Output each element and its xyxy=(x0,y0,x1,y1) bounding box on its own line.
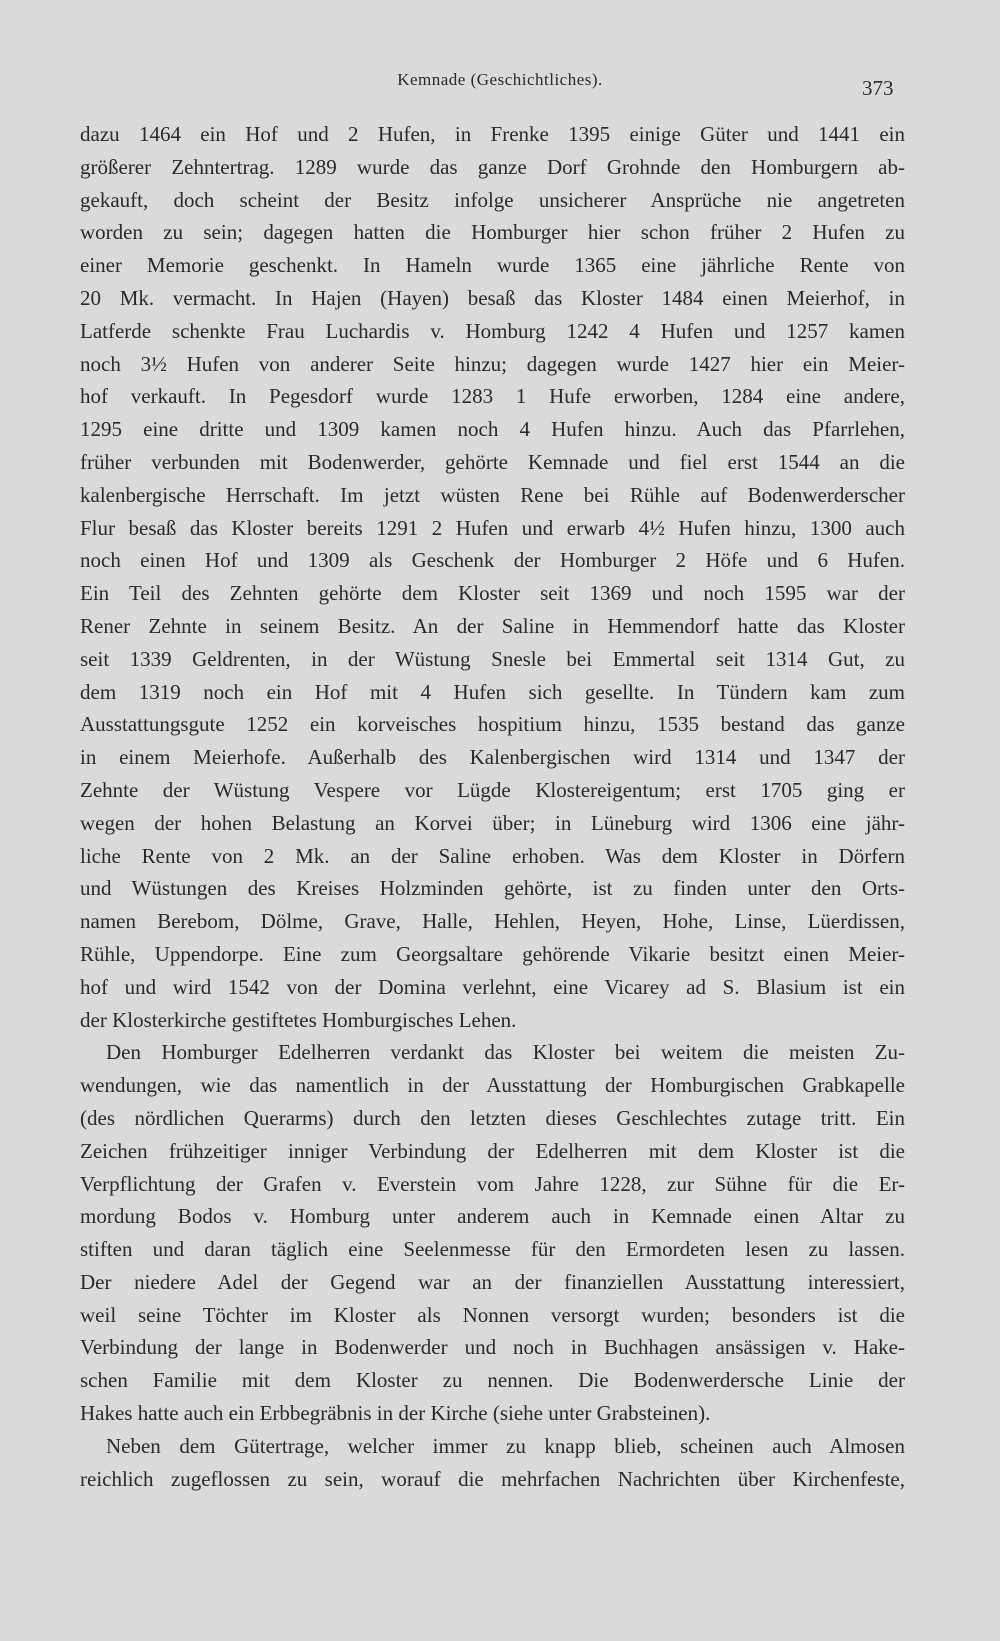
body-text xyxy=(80,118,905,1495)
text-line: und Wüstungen des Kreises Holzminden gehörte, ist zu finden unter den Orts- xyxy=(80,876,905,901)
text-line: Ausstattungsgute 1252 ein korveisches hospitium hinzu, 1535 bestand das ganze xyxy=(80,712,905,737)
paragraph-end-line: der Klosterkirche gestiftetes Homburgisches Lehen. xyxy=(80,1007,517,1032)
text-line: hof verkauft. In Pegesdorf wurde 1283 1 Hufe erworben, 1284 eine andere, xyxy=(80,384,905,409)
text-line: liche Rente von 2 Mk. an der Saline erhoben. Was dem Kloster in Dörfern xyxy=(80,843,905,868)
page-number: 373 xyxy=(862,76,894,100)
text-line: Verbindung der lange in Bodenwerder und noch in Buchhagen ansässigen v. Hake- xyxy=(80,1335,905,1360)
paragraph-start-line: Neben dem Gütertrage, welcher immer zu knapp blieb, scheinen auch Almosen xyxy=(106,1433,905,1458)
text-line: worden zu sein; dagegen hatten die Homburger hier schon früher 2 Hufen zu xyxy=(80,220,905,245)
text-line: Zeichen frühzeitiger inniger Verbindung der Edelherren mit dem Kloster ist die xyxy=(80,1138,905,1163)
running-head: Kemnade (Geschichtliches). xyxy=(397,70,603,89)
paragraph-end-line: Hakes hatte auch ein Erbbegräbnis in der Kirche (siehe unter Grabsteinen). xyxy=(80,1401,711,1426)
text-line: größerer Zehntertrag. 1289 wurde das ganze Dorf Grohnde den Homburgern ab- xyxy=(80,154,905,179)
text-line: Ein Teil des Zehnten gehörte dem Kloster seit 1369 und noch 1595 war der xyxy=(80,581,905,606)
text-line: mordung Bodos v. Homburg unter anderem auch in Kemnade einen Altar zu xyxy=(80,1204,905,1229)
text-line: seit 1339 Geldrenten, in der Wüstung Snesle bei Emmertal seit 1314 Gut, zu xyxy=(80,646,905,671)
text-line: schen Familie mit dem Kloster zu nennen. Die Bodenwerdersche Linie der xyxy=(80,1368,905,1393)
text-line: 20 Mk. vermacht. In Hajen (Hayen) besaß das Kloster 1484 einen Meierhof, in xyxy=(80,285,905,310)
text-line: namen Berebom, Dölme, Grave, Halle, Hehlen, Heyen, Hohe, Linse, Lüerdissen, xyxy=(80,909,905,934)
text-line: noch 3½ Hufen von anderer Seite hinzu; dagegen wurde 1427 hier ein Meier- xyxy=(80,351,905,376)
text-line: hof und wird 1542 von der Domina verlehnt, eine Vicarey ad S. Blasium ist ein xyxy=(80,974,905,999)
text-line: Latferde schenkte Frau Luchardis v. Homburg 1242 4 Hufen und 1257 kamen xyxy=(80,318,905,343)
text-line: wegen der hohen Belastung an Korvei über; in Lüneburg wird 1306 eine jähr- xyxy=(80,810,905,835)
text-line: Rener Zehnte in seinem Besitz. An der Saline in Hemmendorf hatte das Kloster xyxy=(80,613,905,638)
text-line: Flur besaß das Kloster bereits 1291 2 Hufen und erwarb 4½ Hufen hinzu, 1300 auch xyxy=(80,515,905,540)
text-line: stiften und daran täglich eine Seelenmesse für den Ermordeten lesen zu lassen. xyxy=(80,1237,905,1262)
text-line: 1295 eine dritte und 1309 kamen noch 4 Hufen hinzu. Auch das Pfarrlehen, xyxy=(80,417,905,442)
text-line: einer Memorie geschenkt. In Hameln wurde 1365 eine jährliche Rente von xyxy=(80,253,905,278)
text-line: reichlich zugeflossen zu sein, worauf die mehrfachen Nachrichten über Kirchenfeste, xyxy=(80,1466,905,1491)
text-line: (des nördlichen Querarms) durch den letzten dieses Geschlechtes zutage tritt. Ein xyxy=(80,1105,905,1130)
text-line: Der niedere Adel der Gegend war an der finanziellen Ausstattung interessiert, xyxy=(80,1269,905,1294)
text-line: früher verbunden mit Bodenwerder, gehörte Kemnade und fiel erst 1544 an die xyxy=(80,449,905,474)
text-line: weil seine Töchter im Kloster als Nonnen versorgt wurden; besonders ist die xyxy=(80,1302,905,1327)
text-line: Rühle, Uppendorpe. Eine zum Georgsaltare gehörende Vikarie besitzt einen Meier- xyxy=(80,941,905,966)
text-line: in einem Meierhofe. Außerhalb des Kalenbergischen wird 1314 und 1347 der xyxy=(80,745,905,770)
paragraph-start-line: Den Homburger Edelherren verdankt das Kloster bei weitem die meisten Zu- xyxy=(106,1040,905,1065)
text-line: Zehnte der Wüstung Vespere vor Lügde Klostereigentum; erst 1705 ging er xyxy=(80,777,905,802)
text-line: noch einen Hof und 1309 als Geschenk der Homburger 2 Höfe und 6 Hufen. xyxy=(80,548,905,573)
text-line: dazu 1464 ein Hof und 2 Hufen, in Frenke 1395 einige Güter und 1441 ein xyxy=(80,122,905,146)
text-line: kalenbergische Herrschaft. Im jetzt wüsten Rene bei Rühle auf Bodenwerderscher xyxy=(80,482,905,507)
text-line: wendungen, wie das namentlich in der Ausstattung der Homburgischen Grabkapelle xyxy=(80,1073,905,1098)
text-line: gekauft, doch scheint der Besitz infolge unsicherer Ansprüche nie angetreten xyxy=(80,187,905,212)
text-line: dem 1319 noch ein Hof mit 4 Hufen sich gesellte. In Tündern kam zum xyxy=(80,679,905,704)
text-line: Verpflichtung der Grafen v. Everstein vom Jahre 1228, zur Sühne für die Er- xyxy=(80,1171,905,1196)
